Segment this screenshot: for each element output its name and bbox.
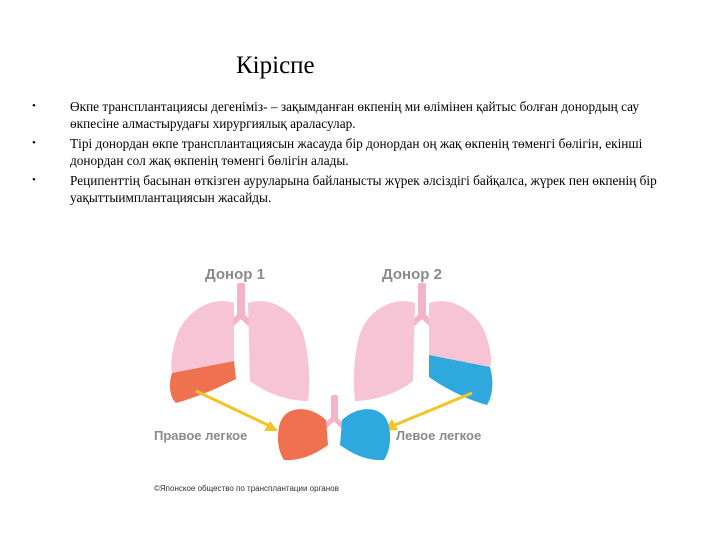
- bullet-text: Реципенттің басынан өткізген ауруларына байланысты жүрек әлсіздігі байқалса, жүрек пен өкпенің бір уақыттыимплантациясын жасайды.: [70, 173, 657, 205]
- bullet-list: [30, 98, 690, 209]
- bullet-item: [30, 172, 690, 206]
- bullet-item: [30, 135, 690, 169]
- transplant-diagram: [150, 255, 520, 495]
- slide-title: Кіріспе: [236, 52, 315, 79]
- donor1-lungs: [170, 283, 309, 403]
- bullet-icon: •: [32, 137, 36, 149]
- donor1-label: Донор 1: [205, 266, 265, 283]
- bullet-text: Тірі донордан өкпе трансплантациясын жасауда бір донордан оң жақ өкпенің төменгі бөлігін, екінші донордан сол жақ өкпенің төменгі бөлігін алады.: [70, 136, 643, 168]
- bullet-icon: •: [32, 174, 36, 186]
- bullet-icon: •: [32, 100, 36, 112]
- figure-credit: ©Японское общество по трансплантации органов: [154, 484, 339, 493]
- right-lung-label: Правое легкое: [154, 428, 248, 443]
- left-lung-label: Левое легкое: [396, 428, 482, 443]
- recipient-lungs: [278, 395, 390, 460]
- donor2-lungs: [354, 283, 493, 405]
- donor2-label: Донор 2: [382, 266, 442, 283]
- bullet-text: Өкпе трансплантациясы дегеніміз- – зақымданған өкпенің ми өлімінен қайтыс болған донордың сау өкпесіне алмастырудағы хирургиялық араласулар.: [70, 99, 640, 131]
- bullet-item: [30, 98, 690, 132]
